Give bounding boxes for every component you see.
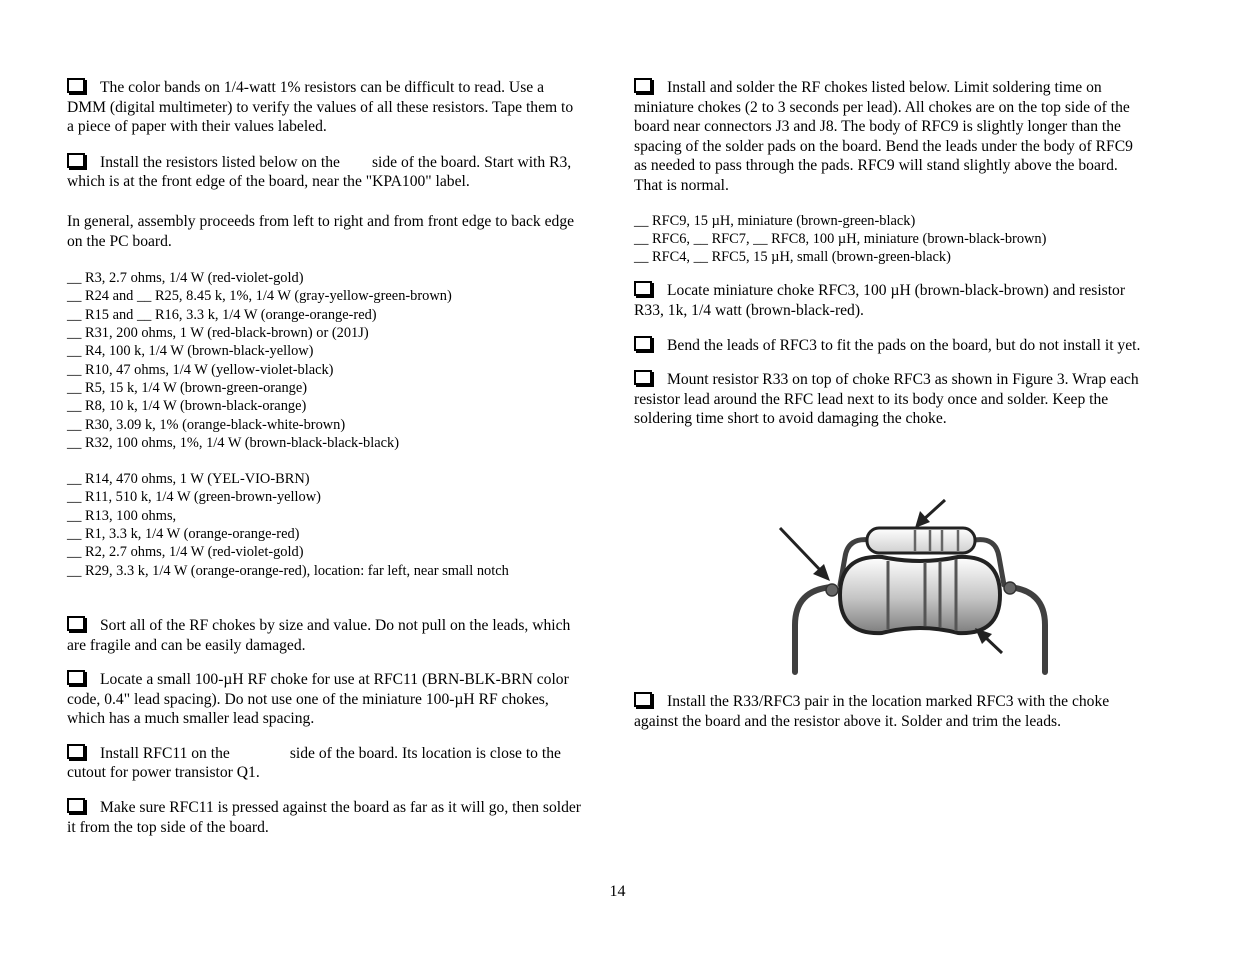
- list-item: __ R15 and __ R16, 3.3 k, 1/4 W (orange-orange-red): [67, 306, 377, 323]
- step-text: Install RFC11 on the: [100, 744, 230, 762]
- checkbox[interactable]: [634, 336, 652, 351]
- step-text: Locate miniature choke RFC3, 100 µH (brown-black-brown) and resistor R33, 1k, 1/4 watt (brown-black-red).: [634, 282, 1126, 320]
- list-item: __ R4, 100 k, 1/4 W (brown-black-yellow): [67, 343, 314, 360]
- step-text: Locate a small 100-µH RF choke for use at RFC11 (BRN-BLK-BRN color code, 0.4" lead spacing). Do not use one of the miniature 100-µH RF chokes, which has a much smaller lead spacing.: [67, 671, 569, 728]
- arrow-to-resistor: [915, 500, 945, 528]
- step-text-continued: side of the board. Its location is close to the cutout for power transistor Q1.: [67, 744, 561, 782]
- assembly-note: In general, assembly proceeds from left to right and from front edge to back edge on the PC board.: [67, 212, 575, 250]
- step-locate-rfc11: [67, 670, 582, 729]
- step-install-resistors: [67, 153, 582, 192]
- arrow-to-solder-left: [780, 528, 830, 581]
- list-item: __ RFC4, __ RFC5, 15 µH, small (brown-green-black): [634, 249, 951, 266]
- step-text: Make sure RFC11 is pressed against the board as far as it will go, then solder it from the top side of the board.: [67, 799, 581, 836]
- step-install-chokes: [634, 78, 1144, 196]
- step-locate-rfc3: [634, 281, 1144, 320]
- checkbox[interactable]: [67, 616, 85, 631]
- checkbox[interactable]: [67, 798, 85, 813]
- list-item: __ RFC9, 15 µH, miniature (brown-green-black): [634, 212, 916, 229]
- list-item: __ R29, 3.3 k, 1/4 W (orange-orange-red), location: far left, near small notch: [67, 562, 509, 579]
- list-item: __ R30, 3.09 k, 1% (orange-black-white-brown): [67, 416, 346, 433]
- list-item: __ R2, 2.7 ohms, 1/4 W (red-violet-gold): [67, 544, 304, 561]
- list-item: __ R10, 47 ohms, 1/4 W (yellow-violet-black): [67, 361, 334, 378]
- list-item: __ R1, 3.3 k, 1/4 W (orange-orange-red): [67, 526, 300, 543]
- list-item: __ R5, 15 k, 1/4 W (brown-green-orange): [67, 379, 308, 396]
- list-item: __ R14, 470 ohms, 1 W (YEL-VIO-BRN): [67, 471, 310, 488]
- list-item: __ R3, 2.7 ohms, 1/4 W (red-violet-gold): [67, 270, 304, 287]
- step-text: Bend the leads of RFC3 to fit the pads on the board, but do not install it yet.: [667, 336, 1141, 354]
- choke-list: [634, 212, 1144, 267]
- step-verify-resistors: [67, 78, 582, 137]
- step-solder-rfc11: [67, 798, 582, 837]
- step-bend-leads: [634, 336, 1144, 356]
- list-item: __ RFC6, __ RFC7, __ RFC8, 100 µH, miniature (brown-black-brown): [634, 230, 1047, 247]
- resistor-list-1: [67, 269, 582, 452]
- step-text: Mount resistor R33 on top of choke RFC3 as shown in Figure 3. Wrap each resistor lead around the RFC lead next to its body once and solder. Keep the soldering time short to avoid damaging the choke.: [634, 371, 1139, 428]
- left-column: [67, 78, 582, 837]
- step-text: The color bands on 1/4-watt 1% resistors can be difficult to read. Use a DMM (digital multimeter) to verify the values of all these resistors. Tape them to a piece of paper with their values labeled.: [67, 79, 574, 136]
- checkbox[interactable]: [634, 78, 652, 93]
- checkbox[interactable]: [634, 370, 652, 385]
- step-install-rfc11: [67, 744, 582, 783]
- resistor-list-2: [67, 470, 582, 580]
- step-text: Sort all of the RF chokes by size and value. Do not pull on the leads, which are fragile and can be easily damaged.: [67, 616, 571, 654]
- checkbox[interactable]: [67, 670, 85, 685]
- step-mount-r33: [634, 370, 1144, 429]
- list-item: __ R24 and __ R25, 8.45 k, 1%, 1/4 W (gray-yellow-green-brown): [67, 288, 452, 305]
- checkbox[interactable]: [634, 692, 652, 707]
- list-item: __ R8, 10 k, 1/4 W (brown-black-orange): [67, 398, 307, 415]
- step-text-continued: side of the board. Start with R3, which is at the front edge of the board, near the "KPA100" label.: [67, 153, 572, 191]
- checkbox[interactable]: [67, 744, 85, 759]
- resistor-on-choke-illustration: [770, 495, 1060, 680]
- step-sort-chokes: [67, 616, 582, 655]
- checkbox[interactable]: [67, 153, 85, 168]
- list-item: __ R13, 100 ohms,: [67, 507, 177, 524]
- step-install-pair: [634, 692, 1144, 731]
- list-item: __ R31, 200 ohms, 1 W (red-black-brown) or (201J): [67, 325, 369, 342]
- list-item: __ R11, 510 k, 1/4 W (green-brown-yellow): [67, 489, 321, 506]
- step-text: Install the R33/RFC3 pair in the location marked RFC3 with the choke against the board and the resistor above it. Solder and trim the leads.: [634, 693, 1110, 730]
- arrow-to-choke: [975, 628, 1002, 653]
- step-text: Install and solder the RF chokes listed below. Limit soldering time on miniature chokes (2 to 3 seconds per lead). All chokes are on the top side of the board near connectors J3 and J8. The body of RFC9 is slightly longer than the spacing of the solder pads on the board. Bend the leads under the body of RFC9 as needed to pass through the pads. RFC9 will stand slightly above the board. That is normal.: [634, 79, 1133, 194]
- checkbox[interactable]: [634, 281, 652, 296]
- page-number: 14: [609, 883, 626, 900]
- checkbox[interactable]: [67, 78, 85, 93]
- step-text: Install the resistors listed below on the: [100, 153, 340, 171]
- list-item: __ R32, 100 ohms, 1%, 1/4 W (brown-black-black-black): [67, 434, 399, 451]
